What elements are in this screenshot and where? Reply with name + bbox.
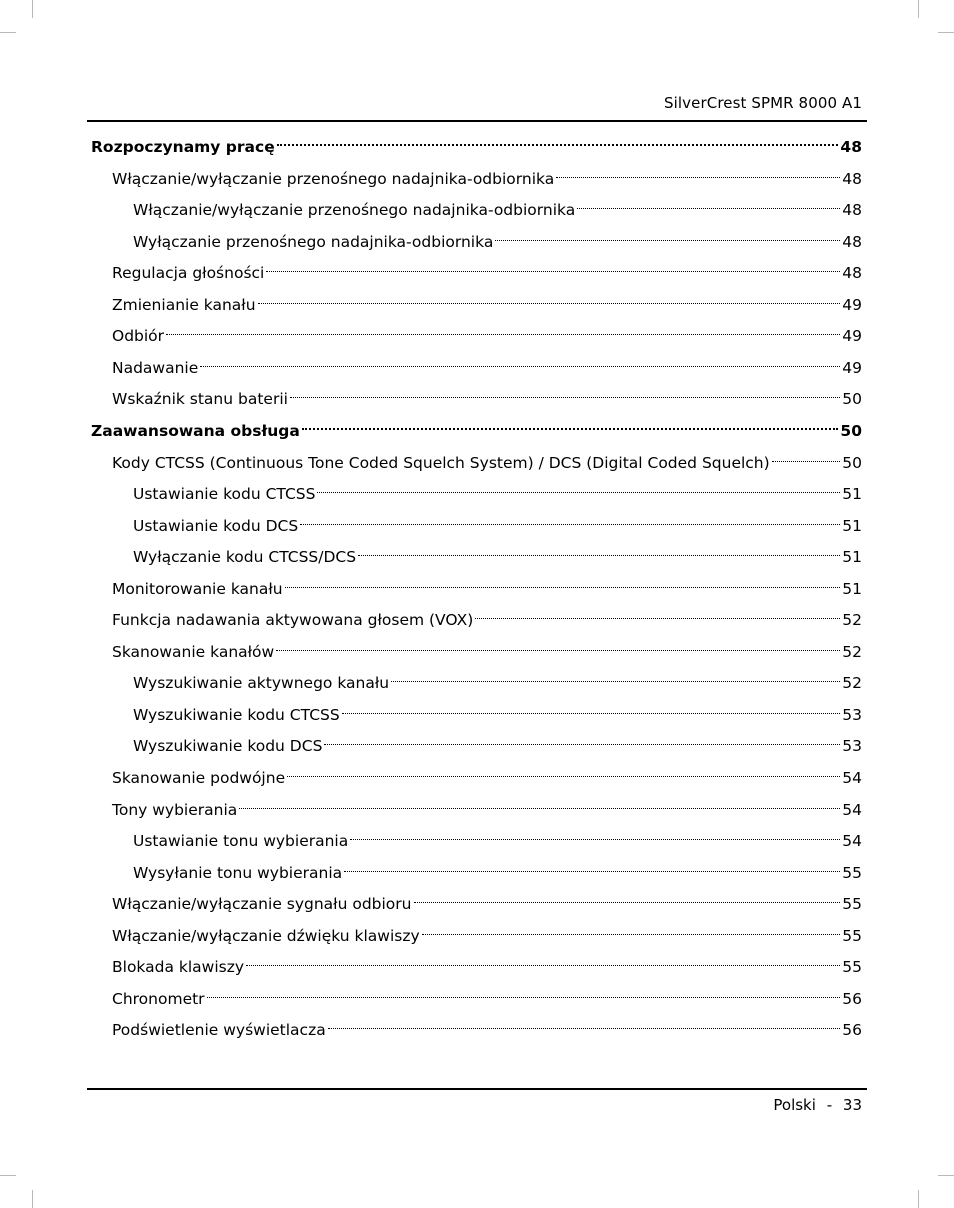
- toc-entry-page: 54: [842, 769, 862, 787]
- toc-entry-title: Wskaźnik stanu baterii: [112, 390, 288, 409]
- crop-mark: [938, 1175, 954, 1176]
- toc-dot-leader: [166, 317, 840, 341]
- crop-mark: [918, 0, 919, 18]
- footer-language: Polski: [773, 1096, 816, 1114]
- toc-chapter-entry[interactable]: [91, 128, 862, 156]
- toc-entry-title: Nadawanie: [112, 358, 199, 377]
- toc-entry-page: 48: [842, 264, 862, 283]
- crop-mark: [32, 1190, 33, 1208]
- toc-entry-page: 50: [842, 390, 862, 409]
- toc-entry-title: Zmienianie kanału: [112, 295, 256, 314]
- toc-entry-title: Odbiór: [112, 327, 165, 346]
- toc-entry-page: 53: [842, 705, 862, 724]
- toc-entry[interactable]: [91, 948, 862, 977]
- toc-entry[interactable]: [91, 475, 862, 504]
- toc-entry-page: 52: [842, 611, 862, 630]
- toc-entry[interactable]: [91, 223, 862, 251]
- toc-entry-page: 48: [842, 232, 862, 251]
- toc-entry-page: 51: [842, 579, 862, 598]
- toc-entry-title: Blokada klawiszy: [112, 958, 245, 977]
- toc-entry[interactable]: [91, 380, 862, 409]
- toc-dot-leader: [344, 854, 840, 878]
- toc-dot-leader: [290, 380, 840, 404]
- toc-entry-title: Skanowanie kanałów: [112, 642, 275, 661]
- toc-entry[interactable]: [91, 664, 862, 693]
- toc-entry-page: 51: [842, 548, 862, 567]
- toc-entry-page: 49: [842, 295, 862, 314]
- toc-entry-title: Rozpoczynamy pracę: [91, 138, 275, 156]
- toc-entry[interactable]: [91, 570, 862, 598]
- crop-mark: [938, 32, 954, 33]
- toc-entry-page: 49: [842, 327, 862, 346]
- toc-dot-leader: [246, 948, 840, 972]
- toc-entry-page: 49: [842, 358, 862, 377]
- toc-entry[interactable]: [91, 601, 862, 630]
- toc-entry-title: Funkcja nadawania aktywowana głosem (VOX): [112, 611, 474, 630]
- toc-entry[interactable]: [91, 633, 862, 661]
- footer-page-number: 33: [842, 1096, 862, 1114]
- crop-mark: [0, 1175, 16, 1176]
- toc-entry[interactable]: [91, 444, 862, 472]
- crop-mark: [918, 1190, 919, 1208]
- toc-entry-page: 48: [842, 201, 862, 220]
- toc-entry-title: Chronometr: [112, 989, 205, 1008]
- toc-entry-page: 53: [842, 737, 862, 756]
- toc-entry-page: 50: [840, 421, 862, 440]
- toc-entry[interactable]: [91, 917, 862, 945]
- toc-entry-title: Ustawianie kodu DCS: [133, 516, 299, 535]
- toc-dot-leader: [772, 444, 841, 468]
- toc-entry-page: 55: [842, 958, 862, 977]
- toc-entry-page: 51: [842, 516, 862, 535]
- toc-entry-title: Włączanie/wyłączanie sygnału odbioru: [112, 895, 412, 914]
- toc-dot-leader: [422, 917, 841, 941]
- toc-dot-leader: [495, 223, 840, 247]
- toc-entry-page: 50: [842, 453, 862, 472]
- toc-entry[interactable]: [91, 822, 862, 851]
- toc-dot-leader: [317, 475, 840, 499]
- toc-entry-title: Podświetlenie wyświetlacza: [112, 1021, 326, 1040]
- header-rule: [87, 120, 867, 122]
- toc-dot-leader: [342, 696, 841, 720]
- toc-dot-leader: [391, 664, 840, 688]
- toc-entry-page: 56: [842, 1021, 862, 1040]
- toc-dot-leader: [287, 759, 840, 783]
- toc-entry-title: Ustawianie kodu CTCSS: [133, 485, 316, 504]
- toc-entry-page: 52: [842, 674, 862, 693]
- toc-entry-title: Kody CTCSS (Continuous Tone Coded Squelch System) / DCS (Digital Coded Squelch): [112, 453, 770, 472]
- toc-entry[interactable]: [91, 317, 862, 346]
- toc-entry-title: Zaawansowana obsługa: [91, 421, 300, 440]
- toc-entry-title: Wyłączanie przenośnego nadajnika-odbiornika: [133, 232, 494, 251]
- toc-entry[interactable]: [91, 791, 862, 819]
- toc-entry-title: Regulacja głośności: [112, 264, 265, 283]
- toc-dot-leader: [358, 538, 840, 562]
- toc-entry[interactable]: [91, 254, 862, 283]
- toc-dot-leader: [324, 727, 840, 751]
- toc-dot-leader: [328, 1011, 841, 1035]
- toc-dot-leader: [350, 822, 840, 846]
- toc-dot-leader: [239, 791, 840, 815]
- toc-dot-leader: [277, 128, 839, 152]
- toc-entry-title: Ustawianie tonu wybierania: [133, 832, 349, 851]
- toc-entry[interactable]: [91, 160, 862, 188]
- toc-entry-page: 55: [842, 863, 862, 882]
- toc-entry-page: 55: [842, 926, 862, 945]
- toc-dot-leader: [207, 980, 841, 1004]
- footer-separator: -: [826, 1096, 833, 1114]
- toc-entry[interactable]: [91, 727, 862, 756]
- toc-entry-page: 55: [842, 895, 862, 914]
- toc-entry-title: Monitorowanie kanału: [112, 579, 283, 598]
- toc-entry[interactable]: [91, 854, 862, 882]
- toc-entry-page: 48: [842, 169, 862, 188]
- footer-rule: [87, 1088, 867, 1090]
- toc-entry-page: 51: [842, 485, 862, 504]
- toc-entry[interactable]: [91, 980, 862, 1008]
- toc-entry-title: Włączanie/wyłączanie przenośnego nadajnika-odbiornika: [112, 169, 555, 188]
- page-footer: [773, 1096, 862, 1114]
- toc-entry[interactable]: [91, 538, 862, 567]
- toc-entry-title: Skanowanie podwójne: [112, 769, 286, 787]
- toc-entry[interactable]: [91, 507, 862, 535]
- toc-entry-title: Wysyłanie tonu wybierania: [133, 863, 343, 882]
- toc-entry-title: Wyszukiwanie kodu DCS: [133, 737, 323, 756]
- toc-dot-leader: [577, 191, 840, 215]
- toc-dot-leader: [302, 412, 839, 436]
- running-header: SilverCrest SPMR 8000 A1: [664, 94, 862, 112]
- crop-mark: [32, 0, 33, 18]
- toc-dot-leader: [300, 507, 840, 531]
- toc-dot-leader: [200, 349, 840, 373]
- toc-entry-page: 54: [842, 832, 862, 851]
- toc-entry[interactable]: [91, 696, 862, 724]
- toc-entry[interactable]: [91, 349, 862, 377]
- toc-dot-leader: [475, 601, 840, 625]
- toc-chapter-entry[interactable]: [91, 412, 862, 440]
- toc-entry[interactable]: [91, 759, 862, 787]
- toc-entry-title: Włączanie/wyłączanie przenośnego nadajnika-odbiornika: [133, 201, 576, 220]
- toc-dot-leader: [276, 633, 840, 657]
- toc-entry-page: 54: [842, 800, 862, 819]
- toc-entry-title: Wyszukiwanie aktywnego kanału: [133, 674, 390, 693]
- toc-dot-leader: [266, 254, 840, 278]
- toc-entry-title: Wyłączanie kodu CTCSS/DCS: [133, 548, 357, 567]
- toc-entry[interactable]: [91, 1011, 862, 1040]
- toc-entry-page: 48: [840, 138, 862, 156]
- toc-entry-page: 56: [842, 989, 862, 1008]
- toc-entry[interactable]: [91, 191, 862, 220]
- toc-entry-title: Tony wybierania: [112, 800, 238, 819]
- toc-dot-leader: [285, 570, 841, 594]
- toc-entry-title: Wyszukiwanie kodu CTCSS: [133, 705, 340, 724]
- toc-entry[interactable]: [91, 286, 862, 314]
- toc-entry[interactable]: [91, 885, 862, 914]
- toc-entry-title: Włączanie/wyłączanie dźwięku klawiszy: [112, 926, 420, 945]
- toc-dot-leader: [414, 885, 841, 909]
- toc-dot-leader: [258, 286, 841, 310]
- toc-entry-page: 52: [842, 642, 862, 661]
- crop-mark: [0, 32, 16, 33]
- toc-dot-leader: [556, 160, 840, 184]
